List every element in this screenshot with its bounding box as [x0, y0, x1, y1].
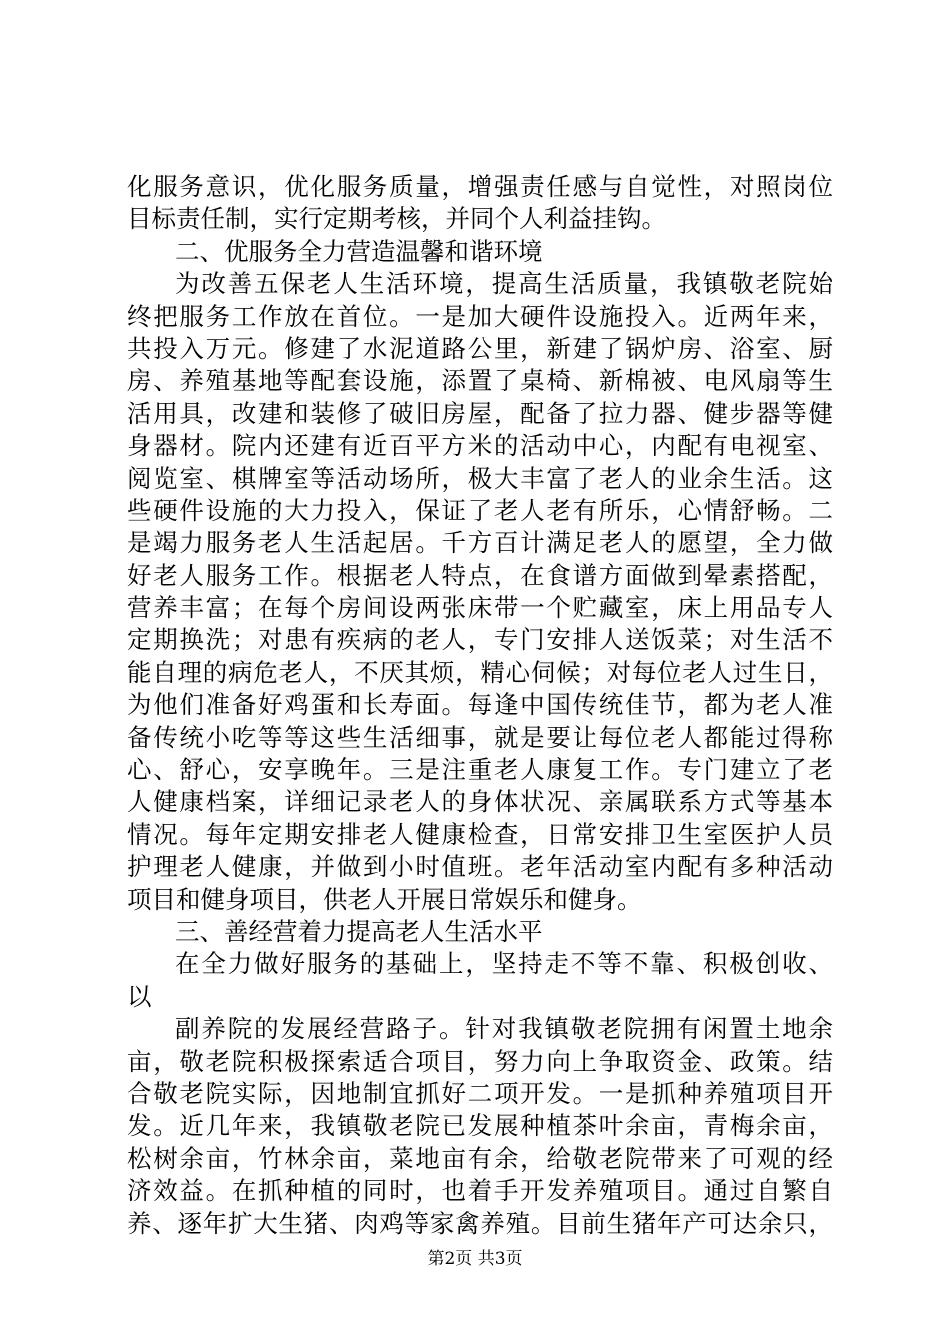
text-line: 情况。每年定期安排老人健康检查，日常安排卫生室医护人员 — [127, 819, 833, 849]
text-line: 养、逐年扩大生猪、肉鸡等家禽养殖。目前生猪年产可达余只， — [127, 1208, 833, 1238]
text-line: 房、养殖基地等配套设施，添置了桌椅、新棉被、电风扇等生 — [127, 366, 833, 396]
page-footer: 第2页 共3页 — [427, 1249, 523, 1269]
text-line: 备传统小吃等等这些生活细事，就是要让每位老人都能过得称 — [127, 722, 833, 752]
text-line: 阅览室、棋牌室等活动场所，极大丰富了老人的业余生活。这 — [127, 463, 833, 493]
text-line: 共投入万元。修建了水泥道路公里，新建了锅炉房、浴室、厨 — [127, 333, 833, 363]
text-line: 心、舒心，安享晚年。三是注重老人康复工作。专门建立了老 — [127, 755, 833, 785]
text-line: 些硬件设施的大力投入，保证了老人老有所乐，心情舒畅。二 — [127, 495, 833, 525]
text-line: 营养丰富；在每个房间设两张床带一个贮藏室，床上用品专人 — [127, 593, 833, 623]
text-line: 合敬老院实际，因地制宜抓好二项开发。一是抓种养殖项目开 — [127, 1078, 833, 1108]
text-line: 为他们准备好鸡蛋和长寿面。每逢中国传统佳节，都为老人准 — [127, 690, 833, 720]
text-line: 是竭力服务老人生活起居。千方百计满足老人的愿望，全力做 — [127, 528, 833, 558]
text-line: 济效益。在抓种植的同时，也着手开发养殖项目。通过自繁自 — [127, 1176, 833, 1206]
text-line: 护理老人健康，并做到小时值班。老年活动室内配有多种活动 — [127, 852, 833, 882]
text-line: 发。近几年来，我镇敬老院已发展种植茶叶余亩，青梅余亩， — [127, 1111, 833, 1141]
text-line: 项目和健身项目，供老人开展日常娱乐和健身。 — [127, 884, 642, 914]
text-line: 定期换洗；对患有疾病的老人，专门安排人送饭菜；对生活不 — [127, 625, 833, 655]
text-line: 为改善五保老人生活环境，提高生活质量，我镇敬老院始 — [175, 269, 833, 299]
text-line: 活用具，改建和装修了破旧房屋，配备了拉力器、健步器等健 — [127, 398, 833, 428]
text-line: 化服务意识，优化服务质量，增强责任感与自觉性，对照岗位 — [127, 172, 833, 201]
text-line: 能自理的病危老人，不厌其烦，精心伺候；对每位老人过生日， — [127, 657, 833, 687]
text-line: 松树余亩，竹林余亩，菜地亩有余，给敬老院带来了可观的经 — [127, 1143, 833, 1173]
text-line: 在全力做好服务的基础上，坚持走不等不靠、积极创收、 — [175, 949, 833, 979]
section-heading: 三、善经营着力提高老人生活水平 — [175, 916, 543, 946]
text-line: 亩，敬老院积极探索适合项目，努力向上争取资金、政策。结 — [127, 1046, 833, 1076]
text-line: 好老人服务工作。根据老人特点，在食谱方面做到晕素搭配， — [127, 560, 833, 590]
text-line: 副养院的发展经营路子。针对我镇敬老院拥有闲置土地余 — [175, 1014, 833, 1044]
text-line: 人健康档案，详细记录老人的身体状况、亲属联系方式等基本 — [127, 787, 833, 817]
section-heading: 二、优服务全力营造温馨和谐环境 — [175, 236, 543, 266]
document-body — [127, 171, 833, 1240]
text-line: 目标责任制，实行定期考核，并同个人利益挂钩。 — [127, 204, 666, 234]
text-line: 终把服务工作放在首位。一是加大硬件设施投入。近两年来， — [127, 301, 833, 331]
text-line: 身器材。院内还建有近百平方米的活动中心，内配有电视室、 — [127, 431, 833, 461]
text-line: 以 — [127, 981, 152, 1011]
